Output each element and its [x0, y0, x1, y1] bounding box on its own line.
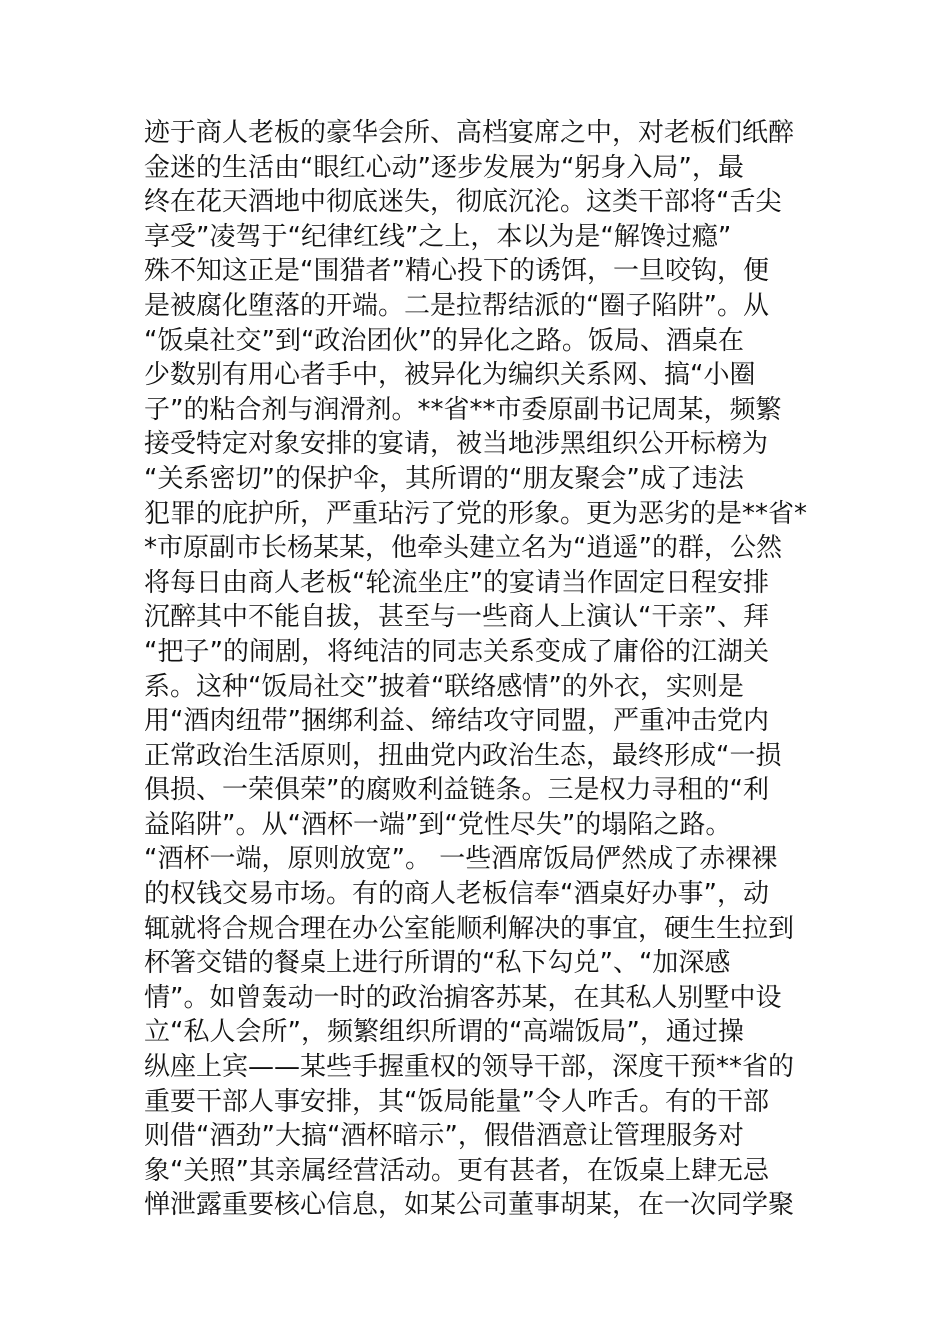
text-line: 享受”凌驾于“纪律红线”之上，本以为是“解馋过瘾”	[144, 221, 732, 252]
text-line: 的权钱交易市场。有的商人老板信奉“酒桌好办事”，动	[144, 879, 769, 910]
text-line: 俱损、一荣俱荣”的腐败利益链条。三是权力寻租的“利	[144, 775, 769, 806]
text-line: 金迷的生活由“眼红心动”逐步发展为“躬身入局”，最	[144, 152, 744, 183]
text-line: 沉醉其中不能自拔，甚至与一些商人上演认“干亲”、拜	[144, 602, 769, 633]
text-line: 殊不知这正是“围猎者”精心投下的诱饵，一旦咬钩，便	[144, 256, 769, 287]
text-line: 重要干部人事安排，其“饭局能量”令人咋舌。有的干部	[144, 1086, 769, 1117]
text-line: 迹于商人老板的豪华会所、高档宴席之中，对老板们纸醉	[144, 118, 795, 148]
text-line: 正常政治生活原则，扭曲党内政治生态，最终形成“一损	[144, 740, 782, 771]
text-line: 立“私人会所”，频繁组织所谓的“高端饭局”，通过操	[144, 1017, 744, 1048]
text-line: 益陷阱”。从“酒杯一端”到“党性尽失”的塌陷之路。	[144, 809, 732, 840]
text-line: 子”的粘合剂与润滑剂。**省**市委原副书记周某，频繁	[144, 394, 782, 425]
body-text	[144, 116, 816, 1223]
text-line: 象“关照”其亲属经营活动。更有甚者，在饭桌上肆无忌	[144, 1155, 769, 1186]
text-line: 少数别有用心者手中，被异化为编织关系网、搞“小圈	[144, 360, 756, 391]
text-line: 情”。如曾轰动一时的政治掮客苏某，在其私人别墅中设	[144, 982, 782, 1013]
text-line: 杯箸交错的餐桌上进行所谓的“私下勾兑”、“加深感	[144, 948, 731, 979]
text-line: 用“酒肉纽带”捆绑利益、缔结攻守同盟，严重冲击党内	[144, 706, 769, 737]
text-line: 接受特定对象安排的宴请，被当地涉黑组织公开标榜为	[144, 429, 769, 460]
text-line: 犯罪的庇护所，严重玷污了党的形象。更为恶劣的是**省*	[144, 498, 808, 529]
text-line: 惮泄露重要核心信息，如某公司董事胡某，在一次同学聚	[144, 1190, 795, 1221]
text-line: “把子”的闹剧，将纯洁的同志关系变成了庸俗的江湖关	[144, 636, 769, 667]
text-line: 纵座上宾——某些手握重权的领导干部，深度干预**省的	[144, 1052, 795, 1083]
text-line: 是被腐化堕落的开端。二是拉帮结派的“圈子陷阱”。从	[144, 290, 769, 321]
text-line: “饭桌社交”到“政治团伙”的异化之路。饭局、酒桌在	[144, 325, 744, 356]
text-line: 系。这种“饭局社交”披着“联络感情”的外衣，实则是	[144, 671, 744, 702]
text-line: *市原副市长杨某某，他牵头建立名为“逍遥”的群，公然	[144, 533, 782, 564]
text-line: 辄就将合规合理在办公室能顺利解决的事宜，硬生生拉到	[144, 913, 795, 944]
text-line: 终在花天酒地中彻底迷失，彻底沉沦。这类干部将“舌尖	[144, 187, 782, 218]
text-line: 将每日由商人老板“轮流坐庄”的宴请当作固定日程安排	[144, 567, 769, 598]
text-line: 则借“酒劲”大搞“酒杯暗示”，假借酒意让管理服务对	[144, 1121, 744, 1152]
text-line: “酒杯一端，原则放宽”。 一些酒席饭局俨然成了赤裸裸	[144, 844, 778, 875]
text-line: “关系密切”的保护伞，其所谓的“朋友聚会”成了违法	[144, 463, 744, 494]
